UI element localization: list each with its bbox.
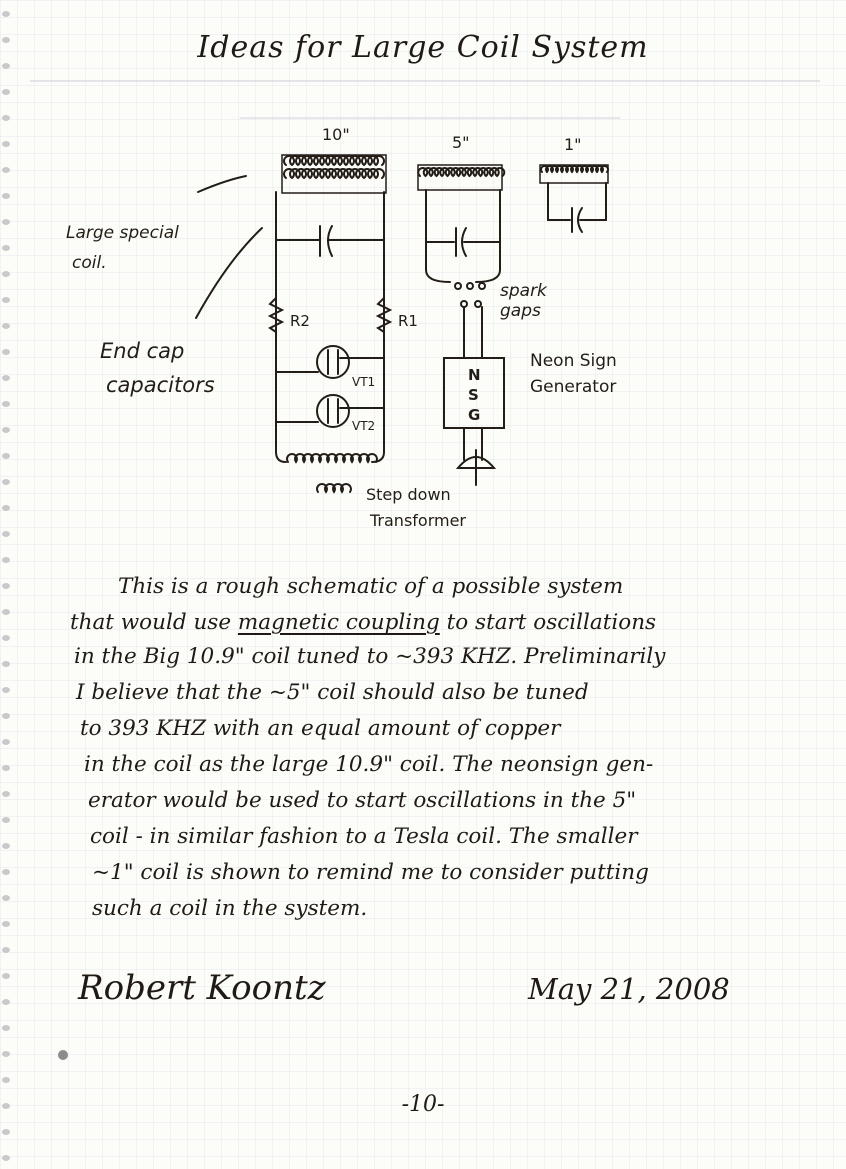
- entry-date: May 21, 2008: [528, 972, 730, 1006]
- title-rule: [30, 78, 820, 84]
- binding-hole: [2, 895, 10, 901]
- end-cap-label-line2: capacitors: [106, 373, 215, 397]
- neon-sign-label-line2: Generator: [530, 377, 617, 397]
- binding-hole: [2, 89, 10, 95]
- magnetic-coupling-emphasis: magnetic coupling: [237, 610, 440, 635]
- binding-hole: [2, 1077, 10, 1083]
- binding-hole: [2, 609, 10, 615]
- medium-coil-circuit: [426, 190, 504, 485]
- paragraph-line: [70, 610, 790, 635]
- paragraph-line-end: to start oscillations: [439, 610, 657, 635]
- medium-coil: [418, 165, 504, 190]
- binding-hole: [2, 1025, 10, 1031]
- large-coil: [282, 155, 386, 193]
- binding-hole: [2, 1129, 10, 1135]
- paragraph-line: This is a rough schematic of a possible system: [118, 574, 624, 599]
- end-cap-pointer: [196, 228, 262, 318]
- end-cap-label-line1: End cap: [100, 339, 185, 363]
- page-title: Ideas for Large Coil System: [197, 30, 649, 65]
- nsg-letter-n: N: [468, 366, 481, 384]
- binding-hole: [2, 843, 10, 849]
- binding-hole: [2, 1155, 10, 1161]
- paragraph-line: ~1" coil is shown to remind me to consider putting: [92, 860, 649, 885]
- binding-hole: [2, 1051, 10, 1057]
- author-signature: Robert Koontz: [78, 968, 326, 1008]
- paragraph-line: coil - in similar fashion to a Tesla coil. The smaller: [90, 824, 638, 849]
- nsg-letter-g: G: [468, 406, 481, 424]
- paragraph-line: in the coil as the large 10.9" coil. The neonsign gen-: [84, 752, 654, 777]
- tube-vt1-label: VT1: [352, 375, 376, 389]
- resistor-r1-label: R1: [398, 312, 418, 330]
- neon-sign-label-line1: Neon Sign: [530, 351, 617, 371]
- binding-hole: [2, 973, 10, 979]
- large-coil-label-line2: coil.: [72, 253, 107, 273]
- binding-hole: [2, 921, 10, 927]
- small-coil-circuit: [548, 183, 606, 232]
- binding-hole: [2, 687, 10, 693]
- paragraph-line: such a coil in the system.: [92, 896, 368, 921]
- binding-hole: [2, 869, 10, 875]
- page-number: -10-: [401, 1092, 445, 1117]
- step-down-label-line2: Transformer: [370, 511, 467, 530]
- schematic-diagram: [0, 100, 846, 540]
- binding-hole: [2, 661, 10, 667]
- small-coil: [540, 165, 608, 183]
- spark-gaps-label-line2: gaps: [500, 301, 541, 321]
- binding-hole: [2, 947, 10, 953]
- binding-hole: [2, 739, 10, 745]
- coil-size-1-label: 1": [564, 135, 582, 154]
- paragraph-line-start: that would use: [70, 610, 238, 635]
- paragraph-line: to 393 KHZ with an equal amount of copper: [80, 716, 561, 741]
- nsg-letter-s: S: [468, 386, 479, 404]
- binding-hole: [2, 11, 10, 17]
- resistor-r2-label: R2: [290, 312, 310, 330]
- binding-hole: [2, 713, 10, 719]
- paragraph-line: I believe that the ~5" coil should also be tuned: [76, 680, 589, 705]
- spark-gaps-label-line1: spark: [500, 281, 547, 301]
- paragraph-line: in the Big 10.9" coil tuned to ~393 KHZ. Preliminarily: [74, 644, 666, 669]
- binding-hole: [2, 557, 10, 563]
- binding-hole: [2, 765, 10, 771]
- coil-size-10-label: 10": [322, 125, 350, 144]
- large-coil-label-line1: Large special: [66, 223, 179, 243]
- binding-hole: [2, 583, 10, 589]
- punch-dot: [56, 1048, 70, 1062]
- paragraph-line: erator would be used to start oscillations in the 5": [88, 788, 637, 813]
- step-down-transformer-coil: [317, 484, 351, 492]
- binding-hole: [2, 791, 10, 797]
- coil-size-5-label: 5": [452, 133, 470, 152]
- binding-hole: [2, 817, 10, 823]
- step-down-label-line1: Step down: [366, 485, 451, 504]
- tube-vt2-label: VT2: [352, 419, 376, 433]
- binding-hole: [2, 635, 10, 641]
- binding-hole: [2, 999, 10, 1005]
- large-coil-pointer: [198, 176, 246, 192]
